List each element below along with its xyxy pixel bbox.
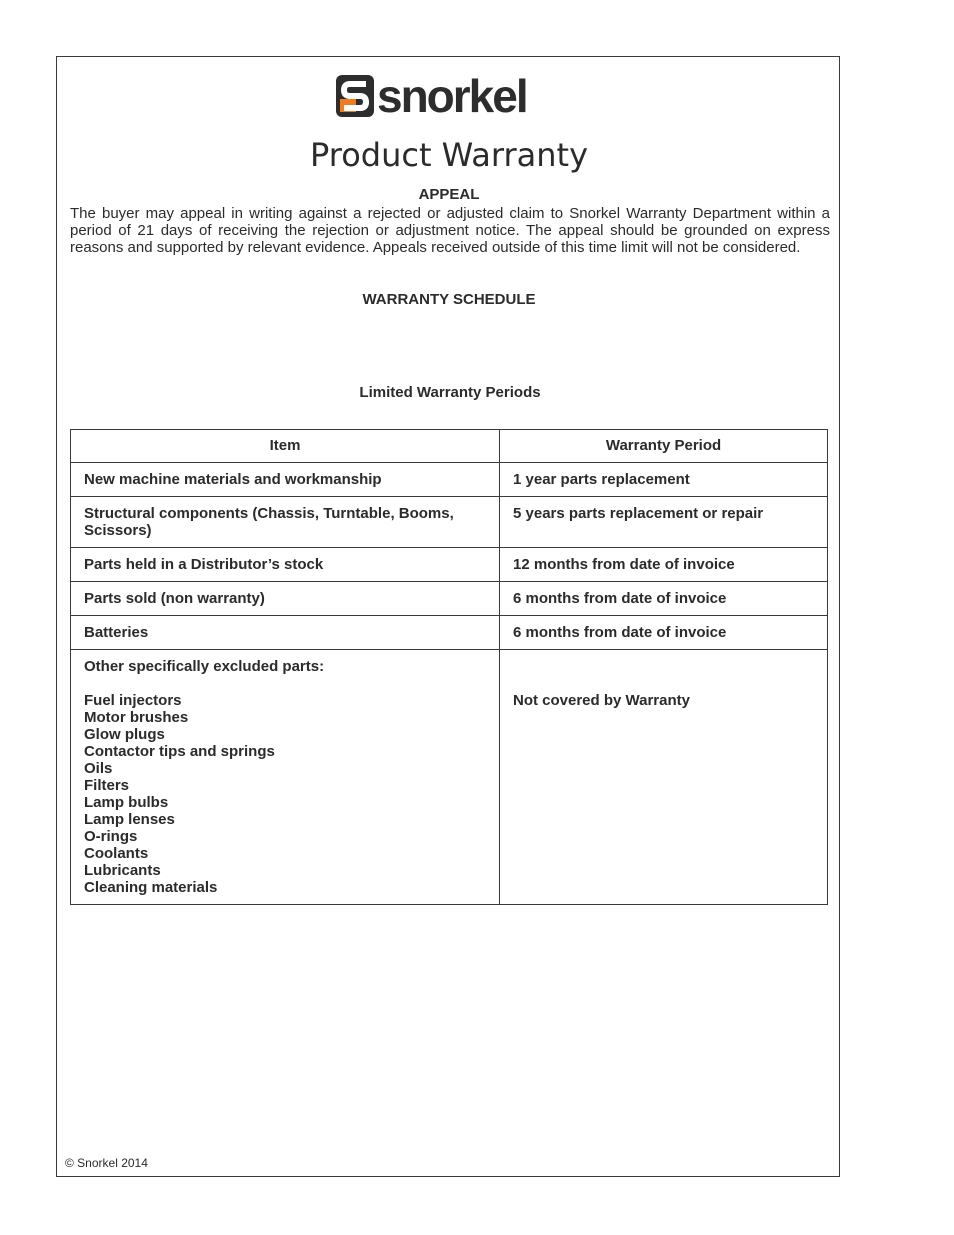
period-cell: 5 years parts replacement or repair [500,497,828,548]
snorkel-s-mark-icon [336,75,374,117]
period-cell: 12 months from date of invoice [500,548,828,582]
item-cell: Batteries [71,616,500,650]
excluded-part: O-rings [84,828,138,845]
table-row [71,582,828,616]
excluded-parts-row [71,650,828,905]
excluded-part: Motor brushes [84,709,189,726]
column-header-item: Item [71,430,500,463]
not-covered-text: Not covered by Warranty [513,692,690,709]
item-cell: New machine materials and workmanship [71,463,500,497]
table-row [71,497,828,548]
excluded-part: Lamp lenses [84,811,175,828]
period-cell: 1 year parts replacement [500,463,828,497]
excluded-part: Cleaning materials [84,879,218,896]
table-header-row [71,430,828,463]
table-row [71,616,828,650]
warranty-table [70,429,828,905]
page-title: Product Warranty [310,136,588,174]
item-cell: Structural components (Chassis, Turntable, Booms, Scissors) [71,497,500,548]
excluded-parts-cell [71,650,500,905]
appeal-heading: APPEAL [418,186,480,203]
item-cell: Parts held in a Distributor’s stock [71,548,500,582]
excluded-part: Fuel injectors [84,692,182,709]
excluded-part: Lamp bulbs [84,794,169,811]
limited-warranty-periods-heading: Limited Warranty Periods [359,384,541,401]
excluded-period-cell [500,650,828,905]
column-header-warranty-period: Warranty Period [500,430,828,463]
table-row [71,463,828,497]
item-cell: Parts sold (non warranty) [71,582,500,616]
period-cell: 6 months from date of invoice [500,582,828,616]
table-row [71,548,828,582]
snorkel-logo [336,70,527,122]
excluded-part: Contactor tips and springs [84,743,275,760]
warranty-schedule-heading: WARRANTY SCHEDULE [362,291,536,308]
excluded-part: Glow plugs [84,726,165,743]
excluded-parts-heading: Other specifically excluded parts: [84,658,325,675]
excluded-part: Filters [84,777,130,794]
copyright-footer: © Snorkel 2014 [65,1156,148,1170]
excluded-part: Lubricants [84,862,161,879]
excluded-part: Oils [84,760,113,777]
period-cell: 6 months from date of invoice [500,616,828,650]
logo-wordmark: snorkel [377,70,527,122]
excluded-part: Coolants [84,845,149,862]
appeal-paragraph: The buyer may appeal in writing against a rejected or adjusted claim to Snorkel Warranty Department within a period of 21 days of receiving the rejection or adjustment notice. The appeal should be grounded on express reasons and supported by relevant evidence. Appeals received outside of this time limit will not be considered. [70,205,830,256]
